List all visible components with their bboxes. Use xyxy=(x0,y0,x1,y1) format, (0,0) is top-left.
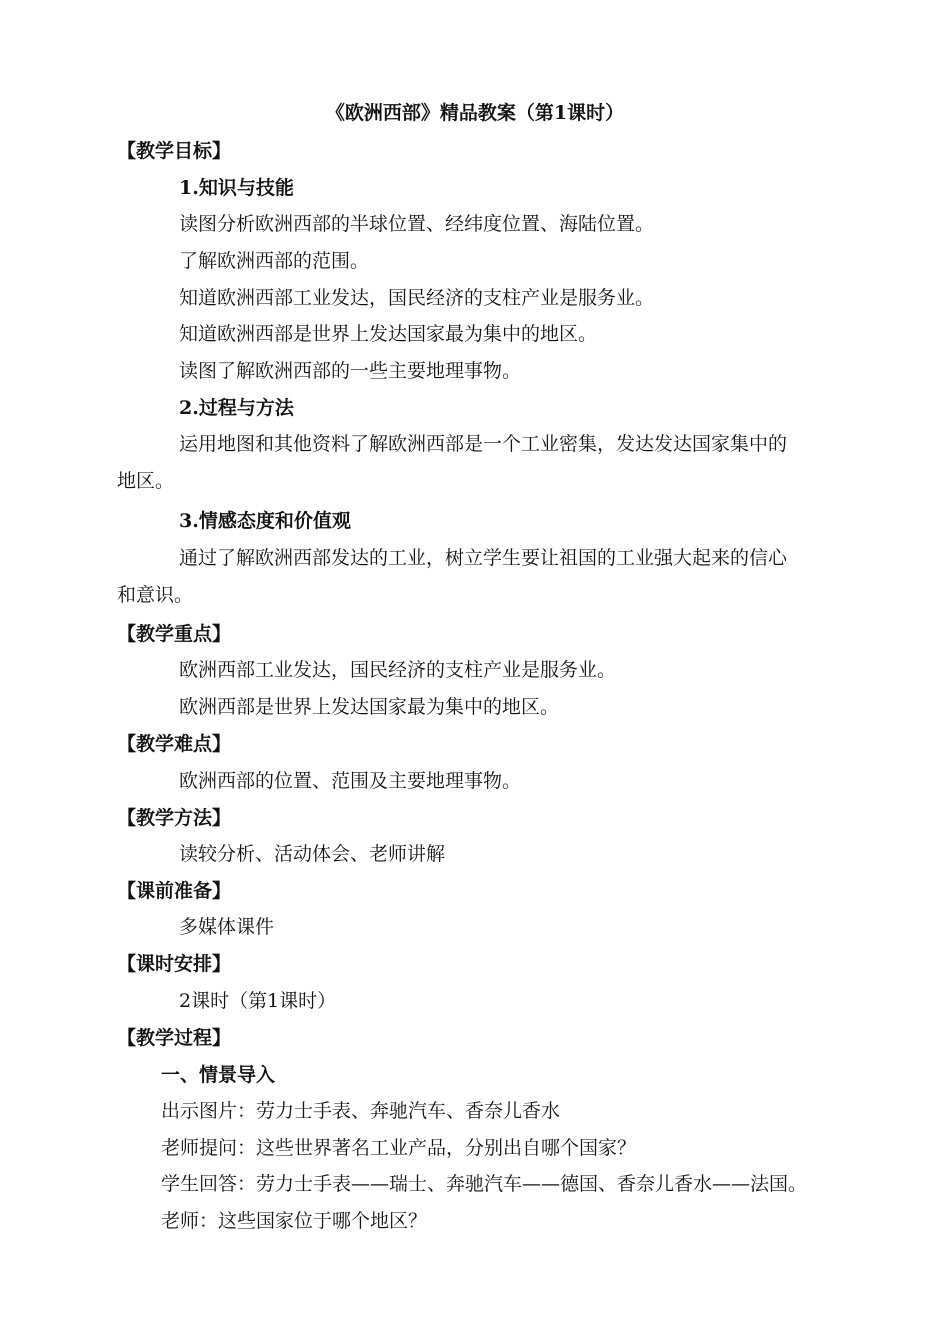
subheading-process: 2.过程与方法 xyxy=(179,397,294,419)
paragraph-line: 2课时（第1课时） xyxy=(179,990,337,1012)
paragraph-line: 老师提问：这些世界著名工业产品，分别出自哪个国家？ xyxy=(161,1137,637,1159)
section-header-schedule: 【课时安排】 xyxy=(117,953,232,975)
section-header-key-points: 【教学重点】 xyxy=(117,623,232,645)
paragraph-line: 多媒体课件 xyxy=(179,916,275,938)
paragraph-line: 知道欧洲西部是世界上发达国家最为集中的地区。 xyxy=(179,323,598,345)
paragraph-line: 读图了解欧洲西部的一些主要地理事物。 xyxy=(179,360,522,382)
paragraph-line: 学生回答：劳力士手表——瑞士、奔驰汽车——德国、香奈儿香水——法国。 xyxy=(161,1173,808,1195)
paragraph-line: 了解欧洲西部的范围。 xyxy=(179,250,370,272)
section-header-difficulties: 【教学难点】 xyxy=(117,733,232,755)
paragraph-line: 欧洲西部工业发达，国民经济的支柱产业是服务业。 xyxy=(179,659,617,681)
paragraph-line: 读图分析欧洲西部的半球位置、经纬度位置、海陆位置。 xyxy=(179,213,655,235)
paragraph-line: 欧洲西部是世界上发达国家最为集中的地区。 xyxy=(179,696,560,718)
section-header-objectives: 【教学目标】 xyxy=(117,140,232,162)
section-header-methods: 【教学方法】 xyxy=(117,807,232,829)
paragraph-line: 通过了解欧洲西部发达的工业，树立学生要让祖国的工业强大起来的信心 xyxy=(179,547,788,569)
section-header-process: 【教学过程】 xyxy=(117,1027,232,1049)
subheading-attitude: 3.情感态度和价值观 xyxy=(179,510,351,532)
subheading-knowledge: 1.知识与技能 xyxy=(179,177,294,199)
section-header-preparation: 【课前准备】 xyxy=(117,880,232,902)
paragraph-line: 老师：这些国家位于哪个地区？ xyxy=(161,1210,428,1232)
paragraph-line: 运用地图和其他资料了解欧洲西部是一个工业密集，发达发达国家集中的 xyxy=(179,433,788,455)
subheading-intro: 一、情景导入 xyxy=(161,1064,276,1086)
paragraph-line: 知道欧洲西部工业发达，国民经济的支柱产业是服务业。 xyxy=(179,287,655,309)
paragraph-line: 读较分析、活动体会、老师讲解 xyxy=(179,843,446,865)
paragraph-line: 欧洲西部的位置、范围及主要地理事物。 xyxy=(179,770,522,792)
paragraph-line: 出示图片：劳力士手表、奔驰汽车、香奈儿香水 xyxy=(161,1100,561,1122)
document-title: 《欧洲西部》精品教案（第1课时） xyxy=(325,102,625,124)
paragraph-line-continued: 和意识。 xyxy=(117,584,194,606)
paragraph-line-continued: 地区。 xyxy=(117,470,175,492)
